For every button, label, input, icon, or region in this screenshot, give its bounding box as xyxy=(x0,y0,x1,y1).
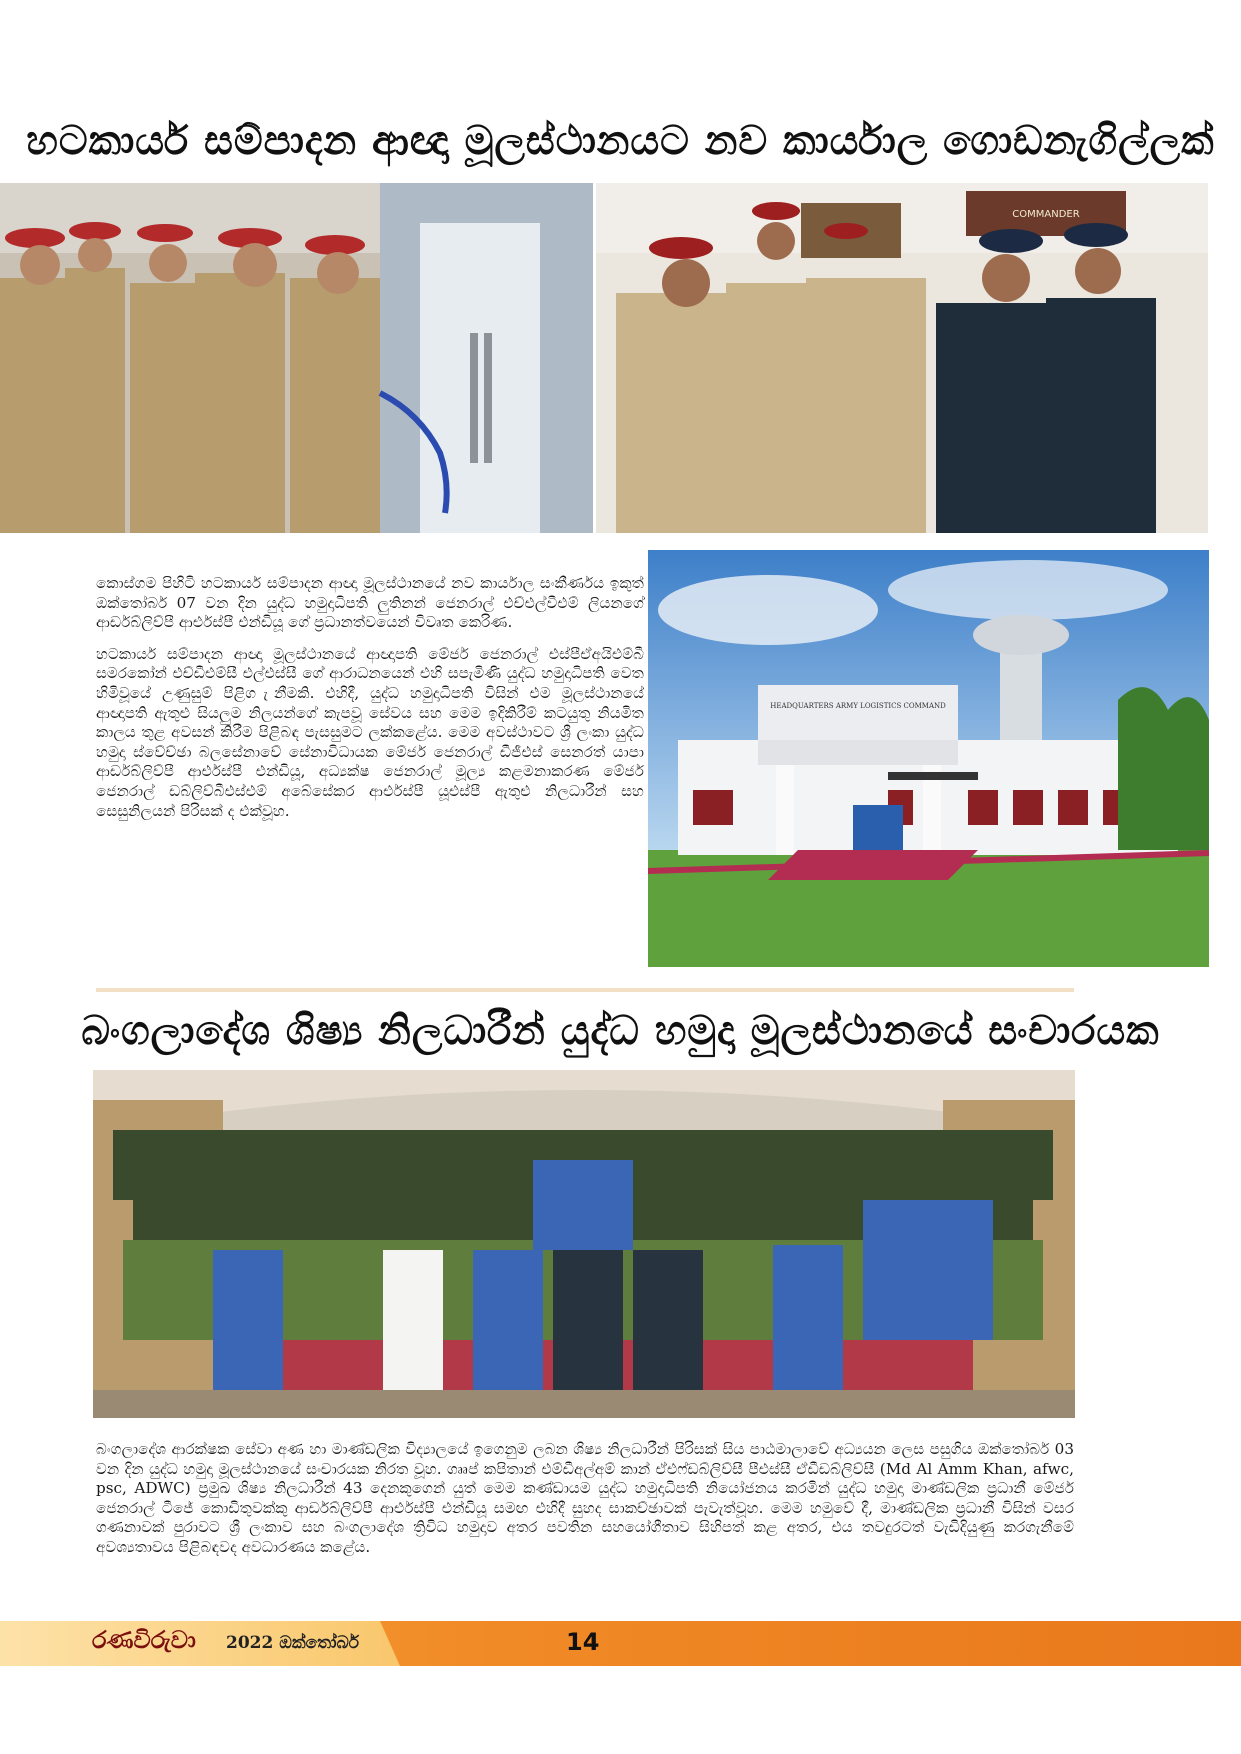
article2-headline: බංගලාදේශ ශිෂ්‍ය නිලධාරීන් යුද්ධ හමුදා මූලස්ථානයේ සංචාරයක xyxy=(81,1008,1160,1054)
greeting-officers-photo xyxy=(596,183,1208,533)
article2-body xyxy=(96,1440,1074,1570)
group-photo xyxy=(93,1070,1075,1418)
article2-paragraph: බංගලාදේශ ආරක්ෂක සේවා අණ හා මාණ්ඩලික විද්‍යාලයේ ඉගෙනුම ලබන ශිෂ්‍ය නිලධාරීන් පිරිසක් සිය පාඨමාලාවේ අධ්‍යයන ලෙස පසුගිය ඔක්තෝබර් 03 වන දින යුද්ධ හමුදා මූලස්ථානයේ සංචාරයක නිරත වූහ. ගෲප් කපිතාන් එම්ඩීඅල්අම් කාන් ඒඑෆ්ඩබ්ලිව්සී පීඑස්සී ඒඩීඩබ්ලිව්සී (Md Al Amm Khan, afwc, psc, ADWC) ප්‍රමුඛ ශිෂ්‍ය නිලධාරීන් 43 දෙනකුගෙන් යුත් මෙම කණ්ඩායම යුද්ධ හමුදාධිපති නියෝජනය කරමින් යුද්ධ හමුදා මාණ්ඩලික ප්‍රධානී මේජර් ජෙනරාල් ටීජේ කොඩිතුවක්කු ආර්ඩබ්ලිව්පී ආර්එස්පී එන්ඩියූ සමඟ එහිදී සුහද සාකච්ඡාවක් පැවැත්වූහ. මෙම හමුවේ දී, මාණ්ඩලික ප්‍රධානී විසින් වසර ගණනාවක් පුරාවට ශ්‍රී ලංකාව සහ බංගලාදේශ ත්‍රිවිධ හමුදාව අතර පවතින සහයෝගීතාව සිහිපත් කළ අතර, එය තවදුරටත් වැඩිදියුණු කරගැනීමේ අවශ්‍යතාවය පිළිබඳවද අවධාරණය කළේය. xyxy=(96,1440,1074,1556)
article1-paragraph-1: කොස්ගම පිහිටි හටකාර්ය සම්පාදන ආඥා මූලස්ථානයේ නව කාර්යාල සංකීර්ණය ඉකුත් ඔක්තෝබර් 07 වන දින යුද්ධ හමුදාධිපති ලුතිනන් ජෙනරාල් එච්එල්වීඑම් ලියනගේ ආර්ඩබ්ලිව්පී ආර්එස්පී එන්ඩියූ ගේ ප්‍රධානත්වයෙන් විවෘත කෙරිණ. xyxy=(96,574,644,632)
door-sign: COMMANDER xyxy=(1012,209,1080,220)
page-number: 14 xyxy=(566,1628,600,1656)
ribbon-cutting-photo xyxy=(0,183,593,533)
building-sign: HEADQUARTERS ARMY LOGISTICS COMMAND xyxy=(770,702,946,710)
hq-building-photo xyxy=(648,550,1209,967)
section-divider xyxy=(96,988,1074,992)
issue-date: 2022 ඔක්තෝබර් xyxy=(226,1633,360,1653)
article1-headline: හටකාර්ය සම්පාදන ආඥා මූලස්ථානයට නව කාර්යාල ගොඩනැගිල්ලක් xyxy=(26,118,1215,164)
article1-body xyxy=(96,574,644,833)
article1-paragraph-2: හටකාර්ය සම්පාදන ආඥා මූලස්ථානයේ ආඥාපති මේජර් ජෙනරාල් එස්පීඒඅයිඑම්බී සමරකෝන් එච්ඩීඑම්සී එල්එස්සී ගේ ආරාධනයෙන් එහි සපැමිණි යුද්ධ හමුදාධිපති වෙත හිමිවූයේ උණුසුම් පිළිග ැනීමකි. එහිදී, යුද්ධ හමුදාධිපති විසින් එම මූලස්ථානයේ ආඥාපති ඇතුළු සියලුම නිලයන්ගේ කැපවූ සේවය සහ මෙම ඉදිකිරීම් කටයුතු නියමිත කාලය තුළ අවසන් කිරීම පිළිබඳ පැසසුමට ලක්කළේය. මෙම අවස්ථාවට ශ්‍රී ලංකා යුද්ධ හමුදා ස්වේච්ඡා බලසේනාවේ සේනාවිධායක මේජර් ජෙනරාල් ඩීජීඑස් සෙනරත් යාපා ආර්ඩබ්ලිව්පී ආර්එස්පී එන්ඩියූ, අධ්‍යක්ෂ ජෙනරාල් මූල්‍ය කළමනාකරණ මේජර් ජෙනරාල් ඩබ්ලිව්බීඑස්එම් අබේසේකර ආර්එස්පී යූඑස්පී ඇතුළු නිලධාරීන් සහ සෙසුනිලයන් පිරිසක් ද එක්වූහ. xyxy=(96,644,644,820)
magazine-brand: රණවිරුවා xyxy=(92,1626,196,1654)
page-footer xyxy=(0,1621,1241,1666)
